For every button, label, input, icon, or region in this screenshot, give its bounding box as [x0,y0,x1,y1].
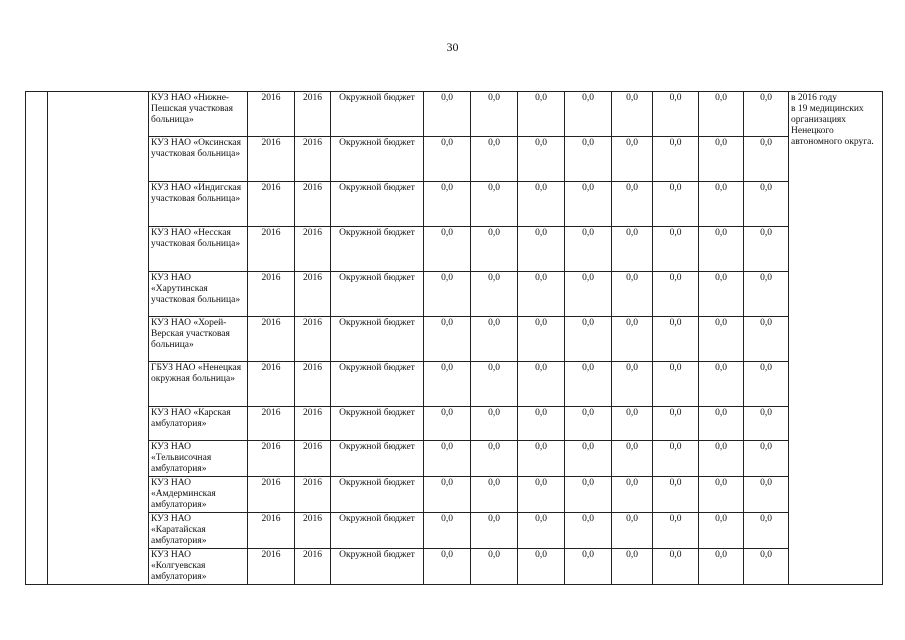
start-year-cell: 2016 [248,317,295,362]
value-cell: 0,0 [565,549,612,585]
value-cell: 0,0 [518,227,565,272]
value-cell: 0,0 [565,272,612,317]
end-year-cell: 2016 [295,137,331,182]
value-cell: 0,0 [653,182,699,227]
organization-cell: КУЗ НАО «Колгуевская амбулатория» [149,549,248,585]
organization-cell: ГБУЗ НАО «Ненецкая окружная больница» [149,362,248,407]
table-row [26,137,883,182]
value-cell: 0,0 [699,272,744,317]
value-cell: 0,0 [424,137,471,182]
table-row [26,549,883,585]
value-cell: 0,0 [612,441,653,477]
value-cell: 0,0 [518,272,565,317]
value-cell: 0,0 [612,227,653,272]
funding-source-cell: Окружной бюджет [331,362,424,407]
funding-source-cell: Окружной бюджет [331,407,424,441]
organization-cell: КУЗ НАО «Амдерминская амбулатория» [149,477,248,513]
value-cell: 0,0 [565,182,612,227]
table-row [26,441,883,477]
value-cell: 0,0 [612,513,653,549]
value-cell: 0,0 [424,549,471,585]
value-cell: 0,0 [744,407,789,441]
value-cell: 0,0 [471,92,518,137]
value-cell: 0,0 [424,407,471,441]
value-cell: 0,0 [699,362,744,407]
result-note-cell: в 2016 году в 19 медицинских организациях Ненецкого автономного округа. [789,92,883,585]
value-cell: 0,0 [424,441,471,477]
value-cell: 0,0 [424,92,471,137]
end-year-cell: 2016 [295,513,331,549]
end-year-cell: 2016 [295,407,331,441]
value-cell: 0,0 [471,407,518,441]
value-cell: 0,0 [612,272,653,317]
end-year-cell: 2016 [295,92,331,137]
start-year-cell: 2016 [248,92,295,137]
value-cell: 0,0 [653,362,699,407]
start-year-cell: 2016 [248,407,295,441]
value-cell: 0,0 [744,477,789,513]
value-cell: 0,0 [612,477,653,513]
value-cell: 0,0 [565,441,612,477]
value-cell: 0,0 [744,137,789,182]
start-year-cell: 2016 [248,137,295,182]
value-cell: 0,0 [612,362,653,407]
end-year-cell: 2016 [295,477,331,513]
table-row [26,407,883,441]
value-cell: 0,0 [471,272,518,317]
value-cell: 0,0 [424,362,471,407]
value-cell: 0,0 [518,317,565,362]
value-cell: 0,0 [471,441,518,477]
value-cell: 0,0 [653,549,699,585]
value-cell: 0,0 [653,513,699,549]
funding-source-cell: Окружной бюджет [331,182,424,227]
start-year-cell: 2016 [248,227,295,272]
value-cell: 0,0 [565,92,612,137]
value-cell: 0,0 [518,407,565,441]
value-cell: 0,0 [744,441,789,477]
value-cell: 0,0 [744,549,789,585]
value-cell: 0,0 [699,477,744,513]
table-row [26,272,883,317]
value-cell: 0,0 [744,182,789,227]
table-row [26,477,883,513]
page-number: 30 [446,40,459,54]
value-cell: 0,0 [565,407,612,441]
value-cell: 0,0 [565,227,612,272]
table-row [26,227,883,272]
value-cell: 0,0 [518,92,565,137]
funding-source-cell: Окружной бюджет [331,513,424,549]
value-cell: 0,0 [699,137,744,182]
table-row [26,182,883,227]
organization-cell: КУЗ НАО «Каратайская амбулатория» [149,513,248,549]
start-year-cell: 2016 [248,513,295,549]
value-cell: 0,0 [744,227,789,272]
start-year-cell: 2016 [248,362,295,407]
value-cell: 0,0 [471,549,518,585]
value-cell: 0,0 [471,513,518,549]
value-cell: 0,0 [612,182,653,227]
funding-source-cell: Окружной бюджет [331,137,424,182]
start-year-cell: 2016 [248,477,295,513]
value-cell: 0,0 [471,317,518,362]
value-cell: 0,0 [565,477,612,513]
end-year-cell: 2016 [295,227,331,272]
value-cell: 0,0 [424,227,471,272]
value-cell: 0,0 [612,92,653,137]
start-year-cell: 2016 [248,272,295,317]
value-cell: 0,0 [565,513,612,549]
value-cell: 0,0 [744,513,789,549]
value-cell: 0,0 [518,362,565,407]
value-cell: 0,0 [518,549,565,585]
end-year-cell: 2016 [295,272,331,317]
value-cell: 0,0 [424,477,471,513]
table-row [26,317,883,362]
organization-cell: КУЗ НАО «Хорей-Верская участковая больница» [149,317,248,362]
organization-cell: КУЗ НАО «Харутинская участковая больница» [149,272,248,317]
end-year-cell: 2016 [295,182,331,227]
funding-source-cell: Окружной бюджет [331,549,424,585]
value-cell: 0,0 [699,227,744,272]
value-cell: 0,0 [424,272,471,317]
value-cell: 0,0 [565,317,612,362]
value-cell: 0,0 [744,362,789,407]
value-cell: 0,0 [653,227,699,272]
value-cell: 0,0 [699,182,744,227]
value-cell: 0,0 [653,317,699,362]
value-cell: 0,0 [471,227,518,272]
value-cell: 0,0 [424,317,471,362]
value-cell: 0,0 [471,182,518,227]
value-cell: 0,0 [424,513,471,549]
value-cell: 0,0 [518,137,565,182]
start-year-cell: 2016 [248,182,295,227]
value-cell: 0,0 [653,137,699,182]
funding-source-cell: Окружной бюджет [331,92,424,137]
value-cell: 0,0 [518,477,565,513]
table-row [26,92,883,137]
value-cell: 0,0 [653,441,699,477]
end-year-cell: 2016 [295,317,331,362]
value-cell: 0,0 [518,182,565,227]
value-cell: 0,0 [699,317,744,362]
value-cell: 0,0 [653,407,699,441]
end-year-cell: 2016 [295,362,331,407]
value-cell: 0,0 [471,137,518,182]
value-cell: 0,0 [424,182,471,227]
organization-cell: КУЗ НАО «Несская участковая больница» [149,227,248,272]
value-cell: 0,0 [518,513,565,549]
value-cell: 0,0 [653,272,699,317]
organization-cell: КУЗ НАО «Индигская участковая больница» [149,182,248,227]
value-cell: 0,0 [612,549,653,585]
value-cell: 0,0 [699,513,744,549]
value-cell: 0,0 [565,137,612,182]
funding-source-cell: Окружной бюджет [331,272,424,317]
value-cell: 0,0 [612,407,653,441]
value-cell: 0,0 [699,407,744,441]
value-cell: 0,0 [653,477,699,513]
table-row [26,362,883,407]
value-cell: 0,0 [471,362,518,407]
value-cell: 0,0 [699,441,744,477]
table-row [26,513,883,549]
funding-source-cell: Окружной бюджет [331,441,424,477]
value-cell: 0,0 [518,441,565,477]
value-cell: 0,0 [699,549,744,585]
empty-col-b [48,92,149,585]
value-cell: 0,0 [612,137,653,182]
value-cell: 0,0 [612,317,653,362]
organization-cell: КУЗ НАО «Нижне-Пешская участковая больница» [149,92,248,137]
end-year-cell: 2016 [295,441,331,477]
start-year-cell: 2016 [248,549,295,585]
funding-source-cell: Окружной бюджет [331,227,424,272]
value-cell: 0,0 [744,272,789,317]
value-cell: 0,0 [471,477,518,513]
organization-cell: КУЗ НАО «Тельвисочная амбулатория» [149,441,248,477]
value-cell: 0,0 [744,92,789,137]
value-cell: 0,0 [653,92,699,137]
start-year-cell: 2016 [248,441,295,477]
organization-cell: КУЗ НАО «Оксинская участковая больница» [149,137,248,182]
funding-source-cell: Окружной бюджет [331,477,424,513]
funding-source-cell: Окружной бюджет [331,317,424,362]
empty-col-a [26,92,48,585]
value-cell: 0,0 [565,362,612,407]
end-year-cell: 2016 [295,549,331,585]
value-cell: 0,0 [744,317,789,362]
funding-table [25,91,883,585]
organization-cell: КУЗ НАО «Карская амбулатория» [149,407,248,441]
value-cell: 0,0 [699,92,744,137]
